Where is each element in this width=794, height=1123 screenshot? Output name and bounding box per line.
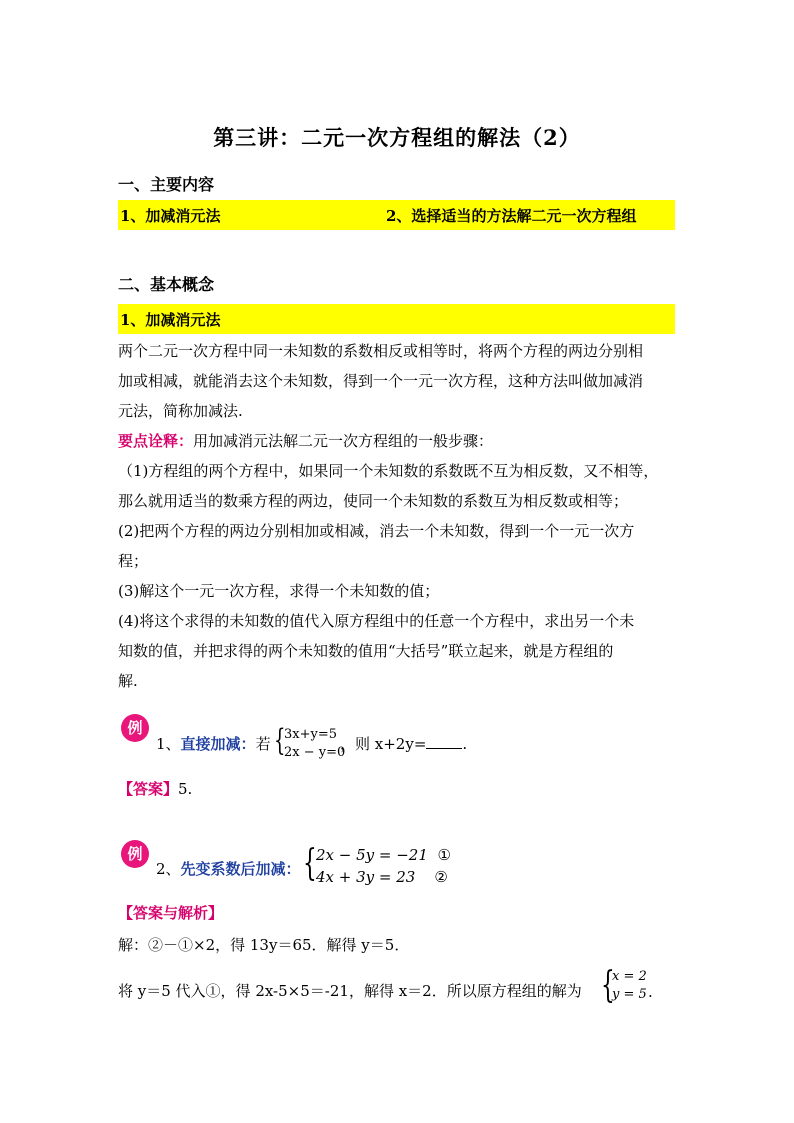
key-points-label: 要点诠释： [118,432,194,450]
step-line: 解. [118,672,138,690]
solution-y: y = 5 [612,987,647,1002]
solution-line-2: 将 y＝5 代入①，得 2x-5×5＝-21，解得 x＝2．所以原方程组的解为 [118,982,582,1000]
example-1-suffix: ，则 x+2y= [340,735,427,753]
solution-x: x = 2 [612,969,647,984]
definition-line: 元法，简称加减法. [118,402,243,420]
step-line: 那么就用适当的数乘方程的两边，使同一个未知数的系数互为相反数或相等； [118,492,629,510]
answer-value: 5. [178,780,193,798]
brace-icon: { [303,843,317,884]
example-1-answer [118,778,192,799]
definition-paragraph [118,336,678,696]
example-1-eq2: 2x − y=0 [284,745,346,760]
step-line: （1)方程组的两个方程中，如果同一个未知数的系数既不互为相反数，又不相等， [118,462,659,480]
example-2-text [156,858,301,879]
subheading-highlight-bar [118,304,675,334]
example-1-text [156,733,271,754]
brace-icon: { [601,965,615,1006]
key-points-text: 用加减消元法解二元一次方程组的一般步骤： [193,432,494,450]
brace-icon: { [274,723,286,758]
example-badge-icon: 例 [121,714,149,742]
subheading-addition-subtraction: 1、加减消元法 [120,311,221,329]
answer-label: 【答案】 [118,780,179,798]
section-heading-main-content: 一、主要内容 [118,175,215,194]
example-2-label: 先变系数后加减： [180,860,301,878]
example-1-system [284,726,345,762]
answer-blank [426,734,462,749]
example-2-eq2: 4x + 3y = 23 [316,868,416,886]
page-title: 第三讲：二元一次方程组的解法（2） [213,125,581,150]
example-1-prefix: 若 [255,735,271,753]
step-line: 知数的值，并把求得的两个未知数的值用“大括号”联立起来，就是方程组的 [118,642,614,660]
main-content-highlight-bar [118,200,675,230]
key-points-line [118,426,678,456]
definition-line: 两个二元一次方程中同一未知数的系数相反或相等时，将两个方程的两边分别相 [118,342,644,360]
step-line: (4)将这个求得的未知数的值代入原方程组中的任意一个方程中，求出另一个未 [118,612,635,630]
definition-line: 加或相减，就能消去这个未知数，得到一个一元一次方程，这种方法叫做加减消 [118,372,644,390]
example-2-number: 2、 [156,860,181,878]
step-line: 程； [118,552,149,570]
example-1-label: 直接加减： [180,735,256,753]
solution-end: . [648,983,653,1001]
main-content-item-1: 1、加减消元法 [120,207,221,225]
analysis-label: 【答案与解析】 [118,904,224,922]
example-2-eq1-row [316,844,451,866]
example-2-eq1: 2x − 5y = −21 [316,846,428,864]
example-1-end: . [462,735,468,753]
section-heading-basic-concepts: 二、基本概念 [118,275,215,294]
main-content-item-2: 2、选择适当的方法解二元一次方程组 [386,207,637,225]
circled-one-icon: ① [437,846,451,864]
example-badge-icon: 例 [121,840,149,868]
solution-system [612,968,647,1004]
example-2-system [316,844,451,888]
step-line: (3)解这个一元一次方程，求得一个未知数的值； [118,582,440,600]
example-1-number: 1、 [156,735,181,753]
example-1-eq1: 3x+y=5 [284,727,338,742]
example-2-eq2-row [316,866,451,888]
circled-two-icon: ② [434,868,448,886]
solution-line-1: 解：②－①×2，得 13y＝65．解得 y＝5． [118,936,410,954]
example-1-question [340,733,467,754]
step-line: (2)把两个方程的两边分别相加或相减，消去一个未知数，得到一个一元一次方 [118,522,635,540]
